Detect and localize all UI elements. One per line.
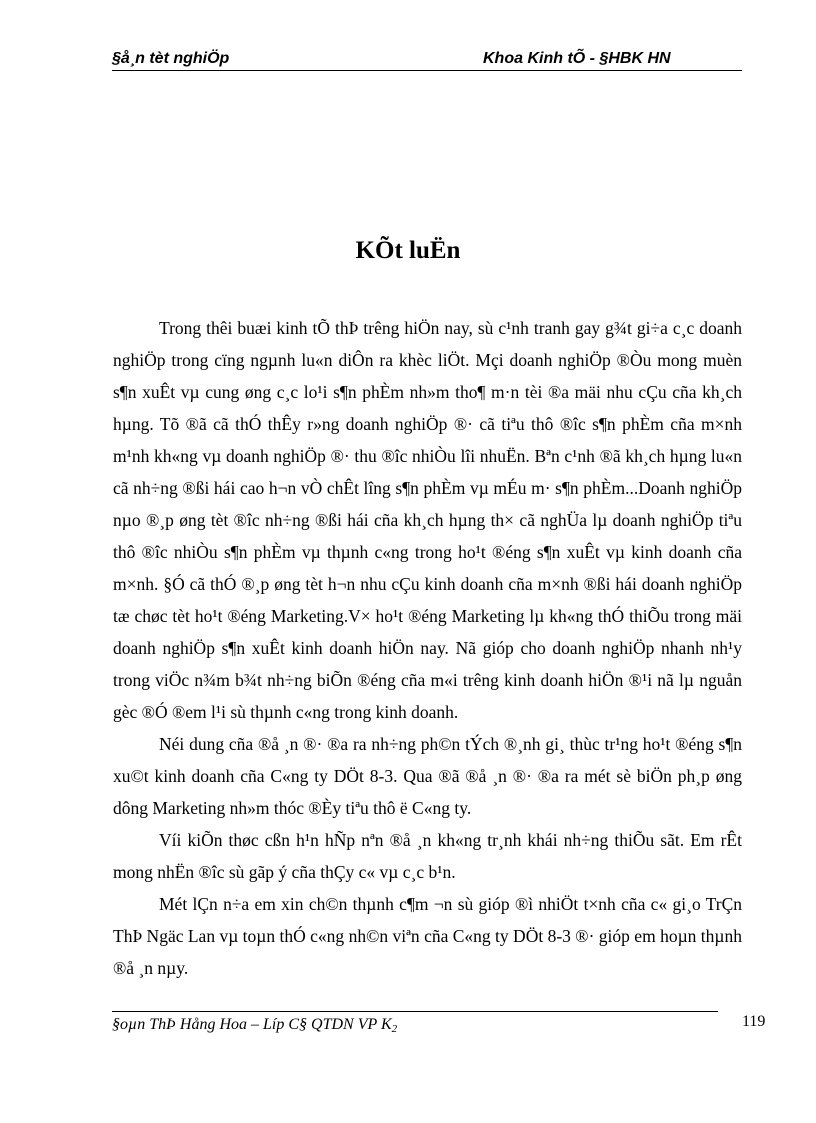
header-divider [112, 70, 742, 71]
footer-author-subscript: 2 [391, 1023, 398, 1035]
paragraph-4: Mét lÇn n÷a em xin ch©n thµnh c¶m ¬n sù gióp ®ì nhiÖt t×nh cña c« gi¸o TrÇn ThÞ Ngäc Lan vµ toµn thÓ c«ng nh©n viªn cña C«ng ty DÖt 8-3 ®· gióp em hoµn thµnh ®å ¸n nµy. [113, 894, 742, 978]
page-number: 119 [742, 1013, 766, 1030]
paragraph-3: Víi kiÕn thøc cßn h¹n hÑp nªn ®å ¸n kh«ng tr¸nh khái nh÷ng thiÕu sãt. Em rÊt mong nhËn ®îc sù gãp ý cña thÇy c« vµ c¸c b¹n. [113, 830, 742, 882]
header-right-title: Khoa Kinh tÕ - §HBK HN [483, 50, 671, 67]
footer-author [112, 1012, 397, 1042]
footer-author-text: §oµn ThÞ Hång Hoa – Líp C§ QTDN VP K [112, 1016, 392, 1033]
paragraph-2: Néi dung cña ®å ¸n ®· ®a ra nh÷ng ph©n tÝch ®¸nh gi¸ thùc tr¹ng ho¹t ®éng s¶n xu©t kinh doanh cña C«ng ty DÖt 8-3. Qua ®ã ®å ¸n ®· ®a ra mét sè biÖn ph¸p øng dông Marketing nh»m thóc ®Èy tiªu thô ë C«ng ty. [113, 734, 742, 818]
page-title: KÕt luËn [355, 237, 461, 264]
paragraph-1: Trong thêi buæi kinh tÕ thÞ trêng hiÖn nay, sù c¹nh tranh gay g¾t gi÷a c¸c doanh nghiÖp trong cïng ngµnh lu«n diÔn ra khèc liÖt. Mçi doanh nghiÖp ®Òu mong muèn s¶n xuÊt vµ cung øng c¸c lo¹i s¶n phÈm nh»m tho¶ m·n tèi ®a mäi nhu cÇu cña kh¸ch hµng. Tõ ®ã cã thÓ thÊy r»ng doanh nghiÖp ®· cã tiªu thô ®îc s¶n phÈm cña m×nh m¹nh kh«ng vµ doanh nghiÖp ®· thu ®îc nhiÒu lîi nhuËn. Bªn c¹nh ®ã kh¸ch hµng lu«n cã nh÷ng ®ßi hái cao h¬n vÒ chÊt lîng s¶n phÈm vµ mÉu m· s¶n phÈm...Doanh nghiÖp nµo ®¸p øng tèt ®îc nh÷ng ®ßi hái cña kh¸ch hµng th× cã nghÜa lµ doanh nghiÖp tiªu thô ®îc nhiÒu s¶n phÈm vµ thµnh c«ng trong ho¹t ®éng s¶n xuÊt vµ kinh doanh cña m×nh. §Ó cã thÓ ®¸p øng tèt h¬n nhu cÇu kinh doanh cña m×nh ®ßi hái doanh nghiÖp tæ chøc tèt ho¹t ®éng Marketing.V× ho¹t ®éng Marketing lµ kh«ng thÓ thiÕu trong mäi doanh nghiÖp s¶n xuÊt kinh doanh hiÖn nay. Nã gióp cho doanh nghiÖp nhanh nh¹y trong viÖc n¾m b¾t nh÷ng biÕn ®éng cña m«i trêng kinh doanh hiÖn ®¹i nã lµ nguån gèc ®Ó ®em l¹i sù thµnh c«ng trong kinh doanh. [113, 318, 742, 722]
header-left-title: §å¸n tèt nghiÖp [112, 50, 230, 67]
page-header [112, 46, 742, 72]
document-body [113, 312, 742, 984]
